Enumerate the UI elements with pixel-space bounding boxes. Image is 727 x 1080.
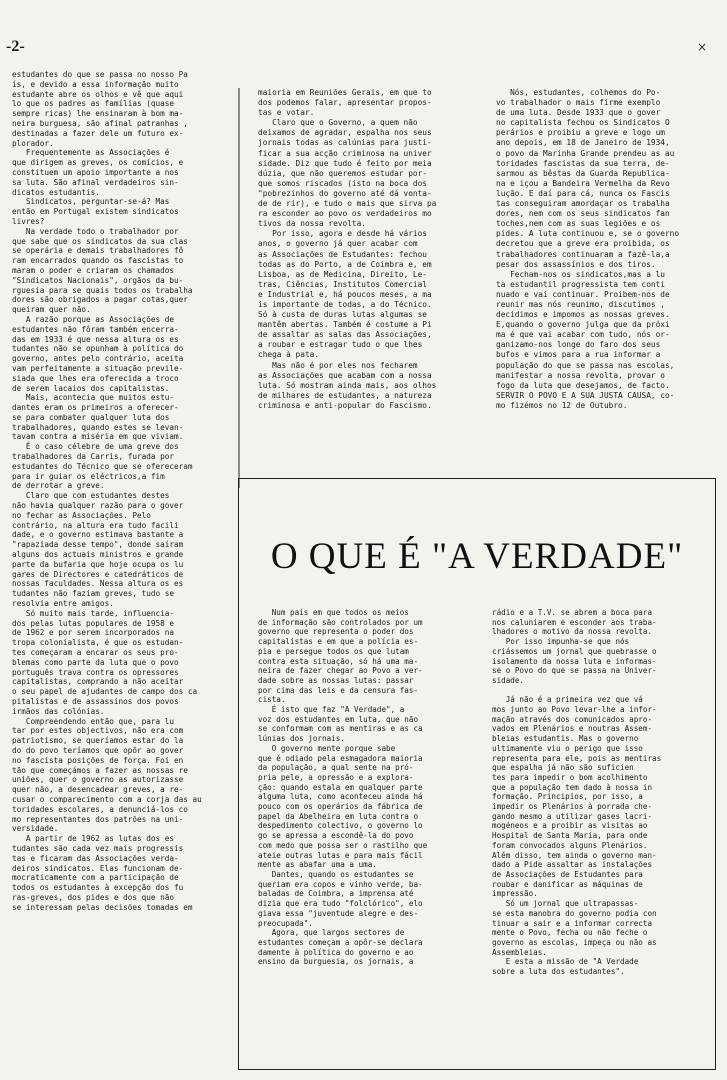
article-column-2: maioria em Reuniões Gerais, em que to dos podemos falar, apresentar propos- tas e votar. Claro que o Governo, a quem não deixamos de agradar, espalha nos seus jornais todas as calúnias para justi- ficar a sua acção criminosa na univer sidade. Diz que tudo é feito por meia dúzia, que não queremos estudar por- que somos riscados (isto na boca dos "pobrezinhos do governo até dá vonta- de de rir), e tudo o mais que sirva pa ra esconder ao povo os verdadeiros mo tivos da nossa revolta. Por isso, agora e desde há vários anos, o governo já quer acabar com as Associações de Estudantes: fechou todas as do Porto, a de Coimbra e, em Lisboa, as de Medicina, Direito, Le- tras, Ciências, Institutos Comercial e Industrial e, há poucos meses, a ma is importante de todas, a do Técnico. Só à custa de duras lutas algumas se mantêm abertas. Também é costume a Pi de assaltar as salas das Associações, a roubar e estragar tudo o que lhes chega à pata. Mas não é por eles nos fecharem as Associações que acabam com a nossa luta. Só mostram ainda mais, aos olhos de milhares de estudantes, a natureza criminosa e anti-popular do Fascismo. <box>258 88 437 410</box>
box-column-left: Num país em que todos os meios de informação são controlados por um governo que representa o poder dos capitalistas e em que a polícia es- pia e persegue todos os que lutam contra esta situação, só há uma ma- neira de fazer chegar ao Povo a ver- dade sobre as nossas lutas: passar por cima das leis e da censura fas- cista. É isto que faz "A Verdade", a voz dos estudantes em luta, que não se conformam com as mentiras e as ca lúnias dos jornais. O governo mente porque sabe que é odiado pela esmagadora maioria da população, a qual sente na pró- pria pele, a opressão e a explora- ção: quando estala em qualquer parte alguma luta, como aconteceu ainda há pouco com os operários da fábrica de papel da Abelheira em luta contra o despedimento colectivo, o governo lo go se apressa a escondê-la do povo com medo que possa ser o rastilho que ateie outras lutas e para mais fácil mente as abafar uma a uma. Dantes, quando os estudantes se queriam era copos e vinho verde, ba- baladas de Coimbra, a imprensa até dizia que era tudo "folclórico", elo giava essa "juventude alegre e des- preocupada". Agora, que largos sectores de estudantes começam a opôr-se declara damente à política do governo e ao ensino da burguesia, os jornais, a <box>258 608 428 967</box>
box-title: O QUE É "A VERDADE" <box>270 536 684 577</box>
corner-mark: × <box>697 40 708 54</box>
box-column-right: rádio e a T.V. se abrem a boca para nos caluniarem e esconder aos traba- lhadores o motivo da nossa revolta. Por isso impunha-se que nós criássemos um jornal que quebrasse o isolamento da nossa luta e informas- se o Povo do que se passa na Univer- sidade. Já não é a primeira vez que vá mos junto ao Povo levar-lhe a infor- mação através dos comunicados apro- vados em Plenários e noutras Assem- bleias estudantis. Mas o governo ultimamente viu o perigo que isso representa para ele, pois as mentiras que espalha já não são suficien tes para impedir o bom acolhimento que a população tem dado à nossa in formação. Principios, por isso, a impedir os Plenários à porrada che- gando mesmo a utilizar gases lacri- mogéneos e a proibir as visitas ao Hospital de Santa Maria, para onde foram convocados alguns Plenários. Além disso, tem ainda o governo man- dado a Pide assaltar as instalações de Associações de Estudantes para roubar e danificar as máquinas de impressão. Só um jornal que ultrapassas- se esta manobra do governo podia con tinuar a sair e a informar correcta mente o Povo, fecha ou não feche o governo as escolas, impeça ou não as Assembleias. E esta a missão de "A Verdade sobre a luta dos estudantes". <box>492 608 662 977</box>
article-column-3: Nós, estudantes, colhemos do Po- vo trabalhador o mais firme exemplo de uma luta. Desde 1933 que o gover no capitalista fechou os Sindicatos O perários e proibiu a greve e logo um ano depois, em 18 de Janeiro de 1934, o povo da Marinha Grande prendeu as au toridades fascistas da sua terra, de- sarmou as bêstas da Guarda Republica- na e içou a Bandeira Vermelha da Revo lução. E daí para cá, nunca os Fascis tas conseguiram amordaçar os trabalha dores, nem com os seus sindicatos fan toches,nem com as suas legiões e os pides. A luta continuou e, se o governo decretou que a greve era proibida, os trabalhadores continuaram a fazê-la,a pesar dos assassínios e dos tiros. Fecham-nos os sindicatos,mas a lu ta estudantil progressista tem conti nuado e vai continuar. Proibem-nos de reunir mas nós reunimo, discutimos , decidimos e impomos as nossas greves. E,quando o governo julga que da próxi ma é que vai acabar com tudo, nós or- ganizamo-nos longe do faro dos seus bufos e vimos para a rua informar a população do que se passa nas escolas, manifestar a nossa revolta, provar o fogo da luta que desejamos, de facto. SERVIR O POVO E A SUA JUSTA CAUSA, co- mo fizémos no 12 de Outubro. <box>496 88 680 410</box>
article-column-1: estudantes do que se passa no nosso Pa ís, e devido a essa informação muito estudante abre os olhos e vê que aqui lo que os padres as famílias (quase sempre ricas) lhe ensinaram à bom ma- neira burguesa, são afinal patranhas , destinadas a fazer dele um futuro ex- plorador. Frequentemente as Associações é que dirigem as greves, os comícios, e constituem um apoio importante a nos sa luta. São afinal verdadeiros sin- dicatos estudantis. Sindicatos, perguntar-se-á? Mas então em Portugal existem sindicatos livres? Na verdade todo o trabalhador por que sabe que os sindicatos da sua clas se operária e demais trabalhadores fô ram encarrados quando os fascistas to maram o poder e criaram os chamados "Sindicatos Nacionais", orgãos da bu- rguesia para se quais todos os trabalha dores são obrigados a pagar cotas,quer queiram quer não. A razão porque as Associações de estudantes não fôram também encerra- das em 1933 é que nessa altura os es tudantes não se opunham à política do governo, antes pelo contrário, aceita vam perfeitamente a situação previle- siada que lhes era oferecida a troco de serem lacaios dos capitalistas. Mais, acontecia que muitos estu- dantes eram os primeiros a oferecer- se para combater qualquer luta dos trabalhadores, quando estes se levan- tavam contra a miséria em que viviam. É o caso célebre de uma greve dos trabalhadores da Carris, furada por estudantes do Técnico que se ofereceram para ir guiar os eléctricos,a fim de derrotar a greve. Claro que com estudantes destes não havia qualquer razão para o gover no fechar as Associações. Pelo contrário, na altura era tudo facili dade, e o governo estimava bastante a "rapaziada desse tempo", donde saíram alguns dos actuais ministros e grande parte da bufaria que hoje ocupa os lu gares de Directores e catedráticos de nossas faculdades. Nessa altura os es tudantes não faziam greves, tudo se resolvia entre amigos. Só muito mais tarde, influencia- dos pelas lutas populares de 1958 e de 1962 e por serem incorporados na tropa colonialista, é que os estudan- tes começaram a encarar os seus pro- blemas como parte da luta que o povo português trava contra os opressores capitalistas, comprando a não aceitar o seu papel de ajudantes de campo dos ca pitalistas e de assassinos dos povos irmãos das colónias. Compreendendo então que, para lu tar por estes objectivos, não era com patriotismo, se queríamos estar do la do do povo teríamos que opôr ao gover no fascista posições de força. Foi en tão que começámos a fazer as nossas re uniões, quer o governo as autorizasse quer não, a desencadear greves, a re- cusar o comparecimento com a corja das au toridades escolares, a denunciá-los co mo representantes dos patrões na uni- versidade. A partir de 1962 as lutas dos es tudantes são cada vez mais progressis tas e ficaram das Associações verda- deiros sindicatos. Elas funcionam de- mocraticamente com a participação de todos os estudantes à excepção dos fu ras-greves, dos pides e dos que não se interessam pelas decisões tomadas em <box>12 70 202 912</box>
column-divider <box>238 88 240 488</box>
page-number: -2- <box>6 38 25 55</box>
